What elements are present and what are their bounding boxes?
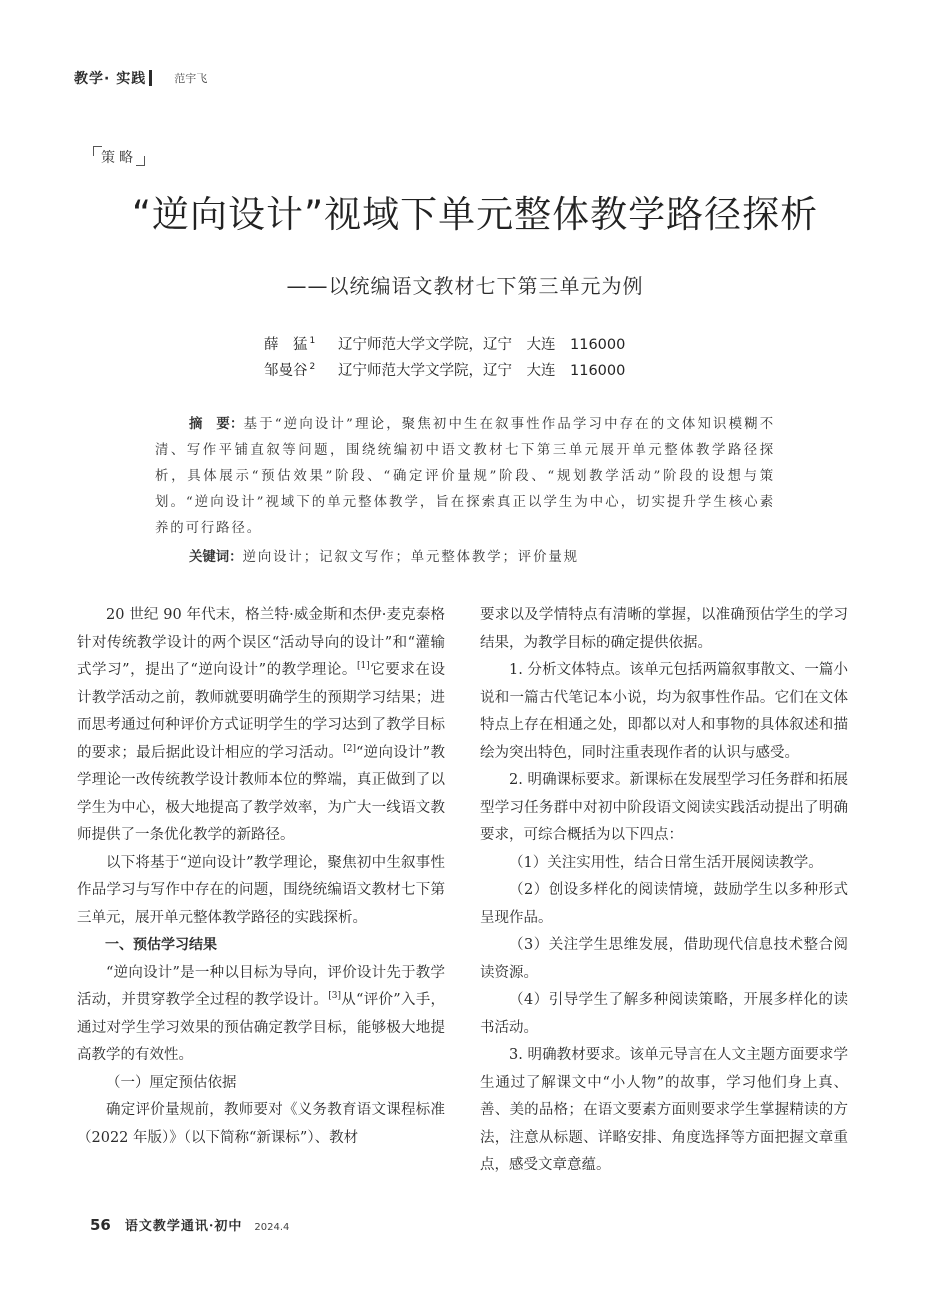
body-paragraph [77, 1070, 445, 1098]
paragraph-text: “逆向设计”教学理论一改传统教学设计教师本位的弊端，真正做到了以学生为中心，极大地提高了教学效率，为广大一线语文教师提供了一条优化教学的新路径。 [77, 744, 446, 843]
keywords-label: 关键词： [189, 550, 243, 565]
author-name: 薛 猛 $^1$ [264, 336, 316, 353]
keywords-text: 逆向设计；记叙文写作；单元整体教学；评价量规 [242, 550, 579, 565]
journal-name: 语文教学通讯·初中 [124, 1219, 243, 1234]
paragraph-text: （一）厘定预估依据 [106, 1074, 237, 1091]
body-column-right [480, 602, 848, 1180]
page-number: 56 [90, 1216, 111, 1234]
page-footer [90, 1215, 289, 1234]
abstract-text: 基于“逆向设计”理论，聚焦初中生在叙事性作品学习中存在的文体知识模糊不清、写作平铺直叙等问题，围绕统编初中语文教材七下第三单元展开单元整体教学路径探析，具体展示“预估效果”阶段、“确定评价量规”阶段、“规划教学活动”阶段的设想与策划。“逆向设计”视域下的单元整体教学，旨在探索真正以学生为中心，切实提升学生核心素养的可行路径。 [155, 417, 775, 536]
author-block [264, 333, 625, 385]
paragraph-text: 一、预估学习结果 [105, 937, 217, 953]
paragraph-text: 确定评价量规前，教师要对《义务教育语文课程标准（2022 年版）》（以下简称“新课标”）、教材 [77, 1102, 445, 1146]
body-paragraph [480, 932, 848, 987]
body-paragraph [480, 657, 848, 767]
running-header [74, 68, 207, 88]
paragraph-text: （2）创设多样化的阅读情境，鼓励学生以多种形式呈现作品。 [480, 882, 848, 926]
article-subtitle: ——以统编语文教材七下第三单元为例 [286, 274, 644, 298]
body-paragraph [77, 602, 445, 850]
body-paragraph [480, 987, 848, 1042]
section-label: 教学· 实践 [74, 71, 147, 87]
body-paragraph [480, 1042, 848, 1180]
article-title: “逆向设计”视域下单元整体教学路径探析 [131, 193, 819, 236]
section-heading [77, 932, 445, 960]
paragraph-text: （1）关注实用性，结合日常生活开展阅读教学。 [509, 854, 823, 871]
paragraph-text: 3. 明确教材要求。该单元导言在人文主题方面要求学生通过了解课文中“小人物”的故事，学习他们身上真、善、美的品格；在语文要素方面则要求学生掌握精读的方法，注意从标题、详略安排、角度选择等方面把握文章重点，感受文章意蕴。 [480, 1047, 848, 1173]
citation-ref: [3] [328, 991, 341, 1002]
abstract [155, 412, 775, 542]
tag-label: 策略 [101, 150, 137, 166]
paragraph-text: 要求以及学情特点有清晰的掌握，以准确预估学生的学习结果，为教学目标的确定提供依据。 [480, 607, 848, 651]
paragraph-text: “逆向设计”是一种以目标为导向，评价设计先于教学活动，并贯穿教学全过程的教学设计。 [77, 964, 445, 1008]
body-paragraph [480, 877, 848, 932]
column-tag [93, 146, 145, 166]
header-author: 范宇飞 [174, 72, 208, 85]
paragraph-text: 它要求在设计教学活动之前，教师就要明确学生的预期学习结果；进而思考通过何种评价方式证明学生的学习达到了教学目标的要求；最后据此设计相应的学习活动。 [77, 662, 445, 761]
paragraph-text: 以下将基于“逆向设计”教学理论，聚焦初中生叙事性作品学习与写作中存在的问题，围绕统编语文教材七下第三单元，展开单元整体教学路径的实践探析。 [77, 854, 445, 926]
body-paragraph [77, 1097, 445, 1152]
header-divider [149, 70, 152, 86]
paragraph-text: （4）引导学生了解多种阅读策略，开展多样化的读书活动。 [480, 992, 848, 1036]
author-name: 邹曼谷 $^2$ [264, 362, 316, 379]
body-paragraph [480, 602, 848, 657]
author-row [264, 333, 625, 359]
body-paragraph [77, 960, 445, 1070]
abstract-label: 摘 要： [189, 417, 244, 432]
body-paragraph [480, 767, 848, 850]
paragraph-text: 从“评价”入手，通过对学生学习效果的预估确定教学目标，能够极大地提高教学的有效性。 [77, 992, 446, 1063]
author-row [264, 359, 625, 385]
issue-date: 2024.4 [254, 1222, 290, 1233]
citation-ref: [1] [356, 661, 370, 672]
paragraph-text: （3）关注学生思维发展，借助现代信息技术整合阅读资源。 [480, 937, 848, 981]
author-affiliation: 辽宁师范大学文学院，辽宁 大连 116000 [338, 337, 626, 353]
paragraph-text: 2. 明确课标要求。新课标在发展型学习任务群和拓展型学习任务群中对初中阶段语文阅读实践活动提出了明确要求，可综合概括为以下四点： [480, 772, 848, 843]
paragraph-text: 1. 分析文体特点。该单元包括两篇叙事散文、一篇小说和一篇古代笔记本小说，均为叙事性作品。它们在文体特点上存在相通之处，即都以对人和事物的具体叙述和描绘为突出特色，同时注重表现作者的认识与感受。 [480, 662, 848, 761]
author-affiliation: 辽宁师范大学文学院，辽宁 大连 116000 [338, 363, 626, 379]
body-paragraph [77, 850, 445, 933]
body-column-left [77, 602, 445, 1152]
citation-ref: [2] [343, 743, 356, 754]
body-paragraph [480, 850, 848, 878]
paragraph-text: 20 世纪 90 年代末，格兰特·威金斯和杰伊·麦克泰格针对传统教学设计的两个误区“活动导向的设计”和“灌输式学习”，提出了“逆向设计”的教学理论。 [77, 607, 445, 678]
keywords [189, 546, 579, 565]
